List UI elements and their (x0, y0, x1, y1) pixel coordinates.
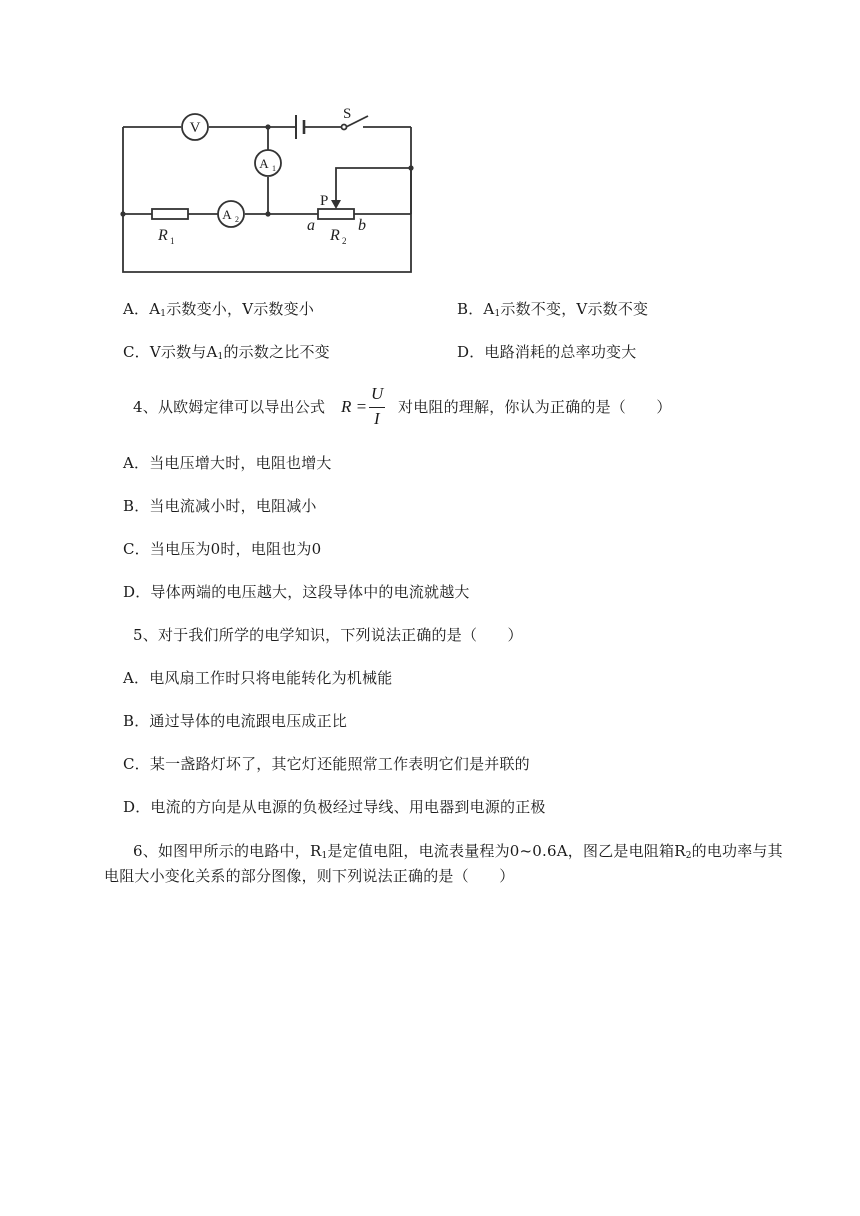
q3-option-a-pre: A．A (123, 300, 161, 318)
q5-option-b: B．通过导体的电流跟电压成正比 (123, 712, 348, 730)
voltmeter-label: V (189, 120, 201, 136)
junction-dot (265, 124, 270, 129)
q6-line1-mid: 是定值电阻，电流表量程为0~0.6A，图乙是电阻箱R (327, 842, 686, 860)
resistor-r2 (318, 209, 354, 219)
q3-option-c (123, 341, 330, 362)
q4-formula (341, 384, 391, 430)
circuit-diagram (0, 0, 860, 290)
ammeter-a1-label: A (259, 156, 269, 171)
q3-option-b-sub: 1 (494, 309, 501, 319)
r1-sub: 1 (170, 236, 175, 246)
r2-sub: 2 (342, 236, 347, 246)
junction-dot (120, 211, 125, 216)
q6-stem-line2: 电阻大小变化关系的部分图像，则下列说法正确的是（ ） (104, 867, 515, 885)
q3-option-b-post: 示数不变，V示数不变 (500, 300, 649, 318)
q3-option-c-sub: 1 (217, 352, 224, 362)
q3-option-a (123, 298, 314, 319)
slider-arrow-icon (331, 200, 341, 209)
q5-option-c: C．某一盏路灯坏了，其它灯还能照常工作表明它们是并联的 (123, 755, 530, 773)
q6-line1-post: 的电功率与其 (691, 842, 783, 860)
q3-option-c-post: 的示数之比不变 (223, 343, 330, 361)
q3-option-c-pre: C．V示数与A (123, 343, 218, 361)
q6-line1-sub1: 1 (321, 851, 328, 861)
ammeter-a2-label: A (222, 207, 232, 222)
q3-option-a-post: 示数变小，V示数变小 (166, 300, 315, 318)
q4-option-a: A．当电压增大时，电阻也增大 (123, 454, 332, 472)
q4-formula-bar (369, 407, 385, 408)
switch-contact (342, 125, 347, 130)
ammeter-a2-sub: 2 (235, 215, 239, 224)
slider-wire (336, 168, 411, 203)
q4-stem-post: 对电阻的理解，你认为正确的是（ ） (398, 398, 672, 416)
r2-label: R (330, 227, 340, 244)
q5-option-a: A．电风扇工作时只将电能转化为机械能 (123, 669, 393, 687)
q6-line1-pre: 6、如图甲所示的电路中，R (133, 842, 322, 860)
wire-top-left (123, 127, 411, 272)
junction-dot (408, 165, 413, 170)
q4-formula-lhs: R = (341, 397, 368, 416)
q3-option-d: D．电路消耗的总率功变大 (457, 343, 637, 361)
r1-label: R (158, 227, 168, 244)
r2-end-a: a (307, 217, 315, 234)
q4-option-d: D．导体两端的电压越大，这段导体中的电流就越大 (123, 583, 470, 601)
q5-stem: 5、对于我们所学的电学知识，下列说法正确的是（ ） (133, 626, 523, 644)
resistor-r1 (152, 209, 188, 219)
q6-line1-sub2: 2 (685, 851, 692, 861)
q4-formula-denominator: I (374, 409, 380, 428)
q3-option-b (457, 298, 648, 319)
q3-option-a-sub: 1 (160, 309, 167, 319)
q3-option-b-pre: B．A (457, 300, 495, 318)
q4-option-c: C．当电压为0时，电阻也为0 (123, 540, 322, 558)
junction-dot (265, 211, 270, 216)
q4-stem-pre: 4、从欧姆定律可以导出公式 (133, 398, 326, 416)
q5-option-d: D．电流的方向是从电源的负极经过导线、用电器到电源的正极 (123, 798, 546, 816)
slider-label: P (320, 193, 329, 209)
q4-formula-numerator: U (371, 384, 384, 403)
q4-option-b: B．当电流减小时，电阻减小 (123, 497, 317, 515)
ammeter-a1-sub: 1 (272, 164, 276, 173)
q6-stem-line1 (133, 840, 783, 861)
switch-label: S (343, 106, 352, 122)
r2-end-b: b (358, 217, 366, 234)
